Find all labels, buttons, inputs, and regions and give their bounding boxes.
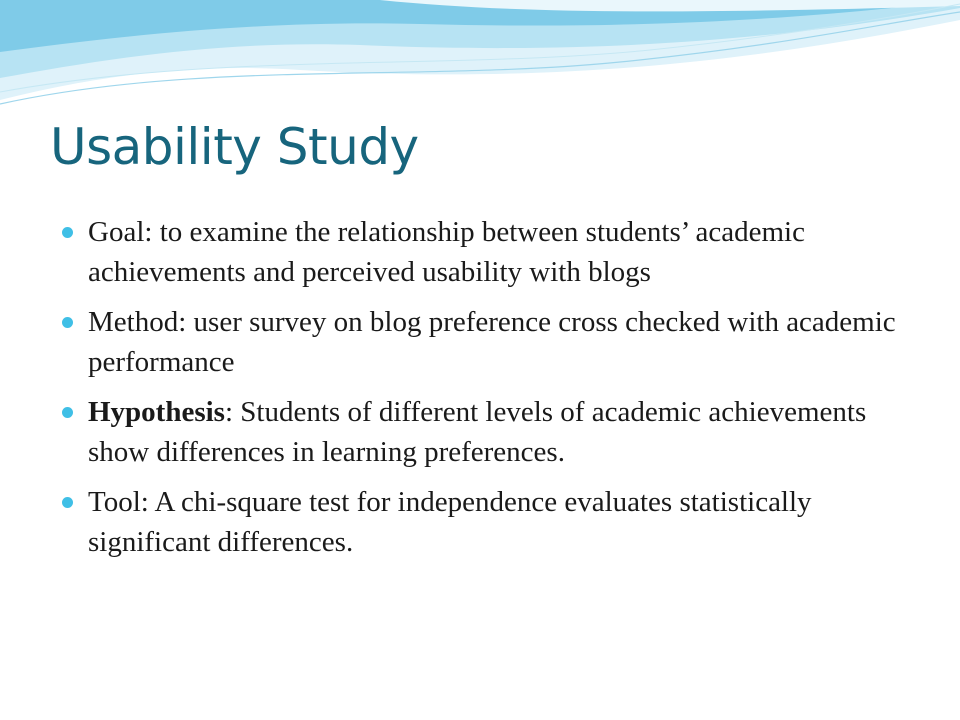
bullet-dot-icon [62,317,73,328]
bullet-label: Method: [88,306,187,338]
bullet-tool [60,482,900,562]
bullet-dot-icon [62,407,73,418]
bullet-text: A chi-square test for independence evaluates statistically significant differences. [88,486,812,558]
bullet-list [60,212,900,572]
bullet-method [60,302,900,382]
bullet-text: : Students of different levels of academic achievements show differences in learning preferences. [88,396,867,468]
bullet-text: user survey on blog preference cross checked with academic performance [88,306,896,378]
bullet-dot-icon [62,227,73,238]
bullet-hypothesis [60,392,900,472]
slide-title: Usability Study [50,118,419,176]
bullet-goal [60,212,900,292]
header-wave-decoration [0,0,960,120]
bullet-label: Hypothesis [88,396,225,428]
bullet-text: to examine the relationship between students’ academic achievements and perceived usability with blogs [88,216,805,288]
bullet-label: Tool: [88,486,149,518]
bullet-dot-icon [62,497,73,508]
bullet-label: Goal: [88,216,153,248]
